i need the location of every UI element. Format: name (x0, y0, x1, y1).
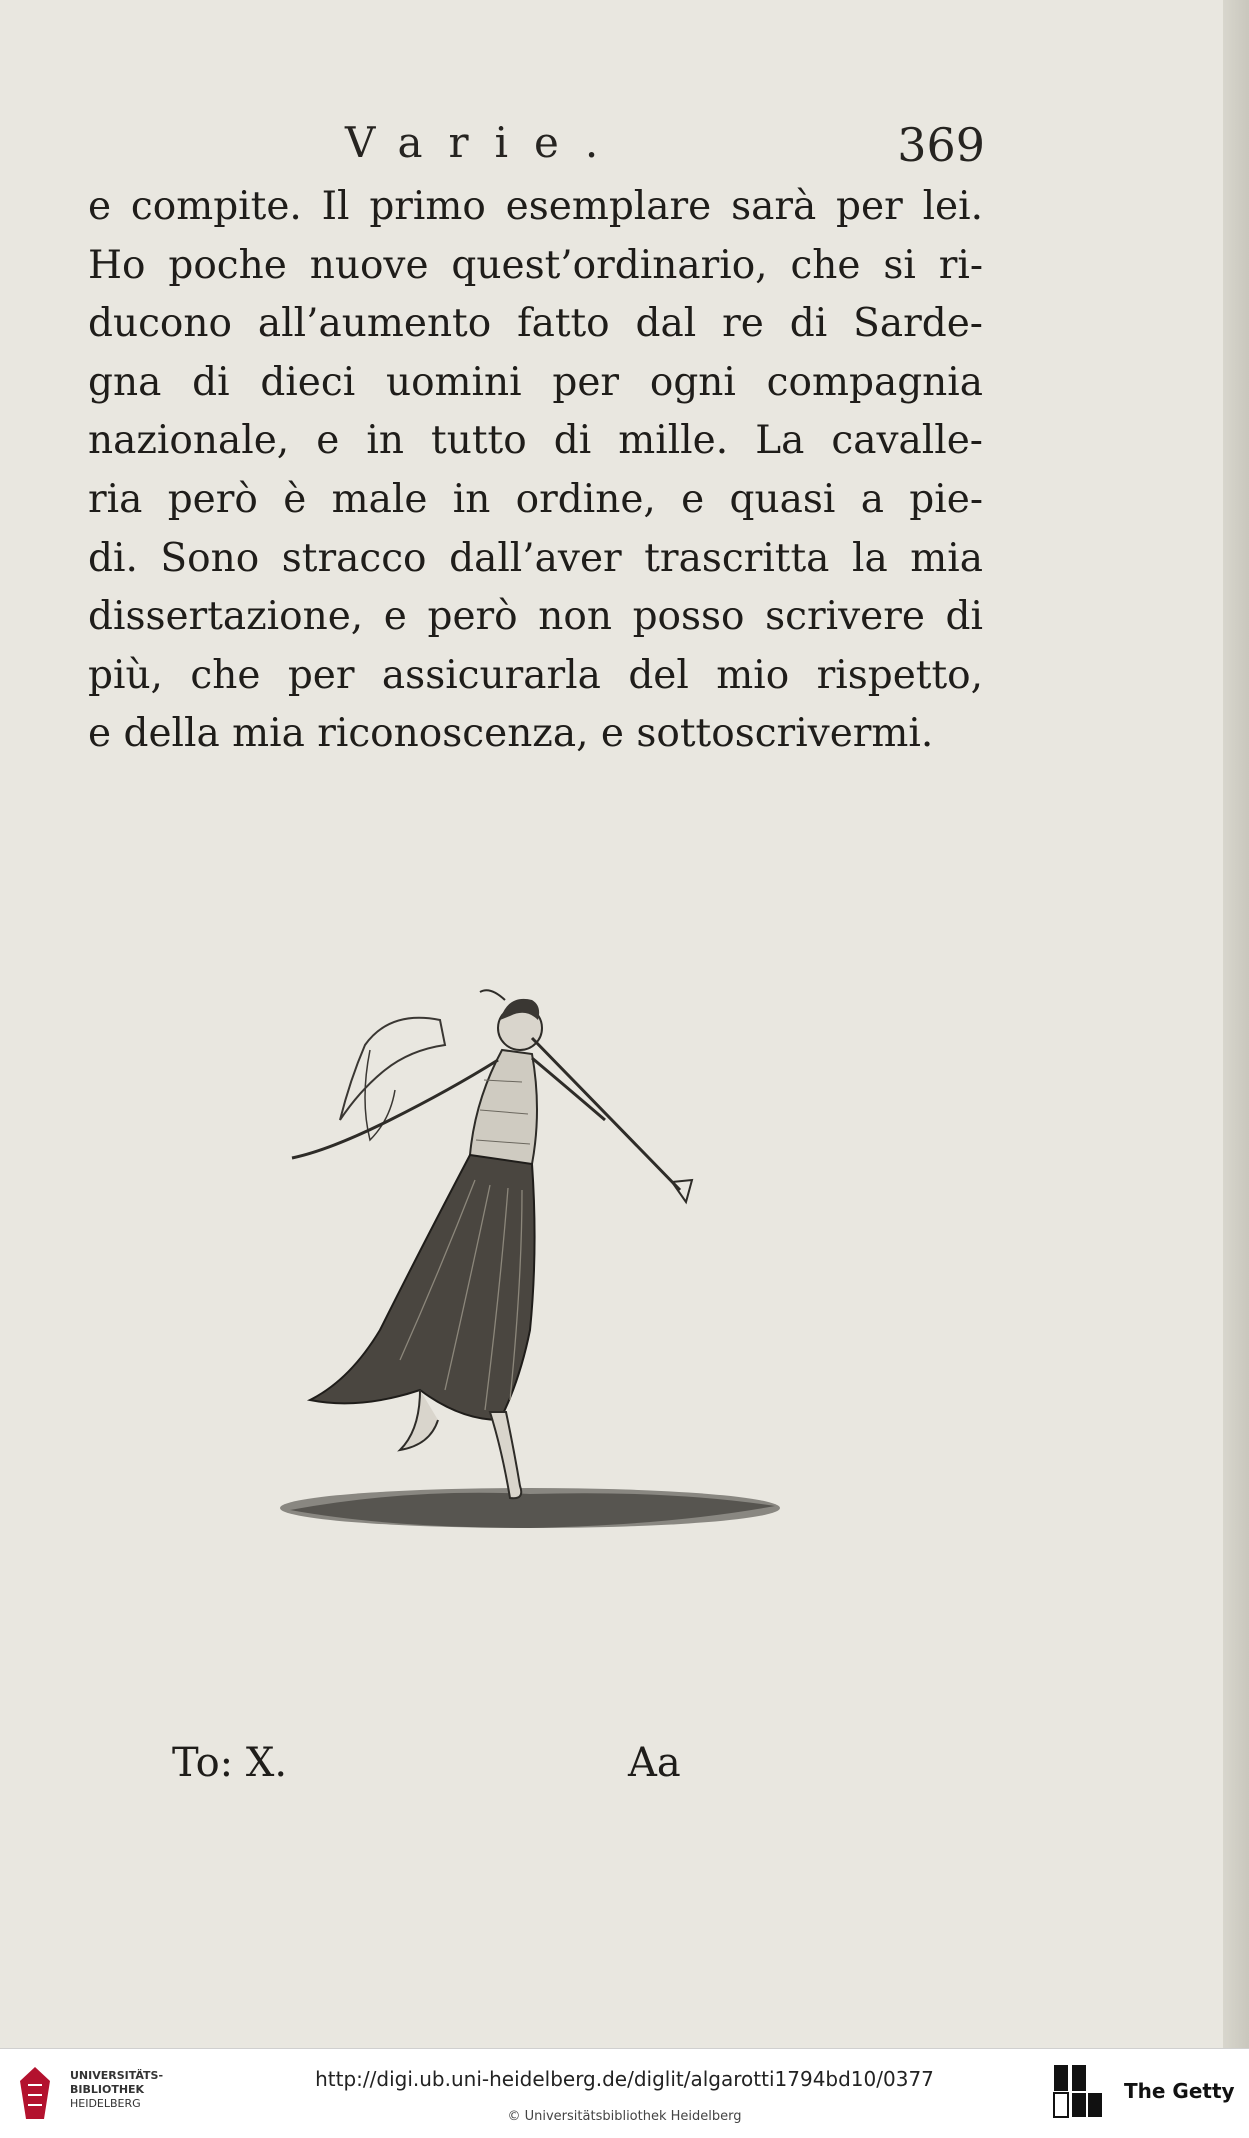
text-line: di. Sono stracco dall’aver trascritta la mia (88, 535, 983, 581)
text-line: Ho poche nuove quest’ordinario, che si ri- (88, 242, 983, 288)
text-line: e della mia riconoscenza, e sottoscrivermi. (88, 711, 934, 757)
copyright-notice: © Universitätsbibliothek Heidelberg (507, 2109, 742, 2124)
text-line: dissertazione, e però non posso scrivere di (88, 594, 983, 640)
library-name-line: UNIVERSITÄTS- (70, 2069, 164, 2082)
text-line: e compite. Il primo esemplare sarà per lei. (88, 184, 983, 229)
footer-bar (0, 2048, 1249, 2138)
body-text (88, 178, 983, 764)
text-line: ria però è male in ordine, e quasi a pie- (88, 476, 983, 522)
running-head-title: Varie. (345, 118, 625, 167)
running-head (345, 118, 985, 178)
engraving-dancing-figure (270, 950, 790, 1550)
catchword: Aa (628, 1740, 681, 1786)
page-edge (1223, 0, 1249, 2048)
permalink-url[interactable]: http://digi.ub.uni-heidelberg.de/diglit/algarotti1794bd10/0377 (315, 2067, 934, 2091)
partner-name: The Getty (1124, 2079, 1235, 2103)
text-line: nazionale, e in tutto di mille. La cavalle- (88, 418, 983, 464)
text-line: gna di dieci uomini per ogni compagnia (88, 359, 983, 405)
text-line: ducono all’aumento fatto dal re di Sarde- (88, 301, 983, 347)
text-line: più, che per assicurarla del mio rispetto, (88, 652, 983, 698)
page-number: 369 (897, 118, 985, 172)
library-name-line: BIBLIOTHEK (70, 2083, 145, 2096)
signature-mark: To: X. (172, 1740, 288, 1786)
library-name-line: HEIDELBERG (70, 2097, 141, 2110)
getty-logo-icon (1052, 2063, 1104, 2119)
